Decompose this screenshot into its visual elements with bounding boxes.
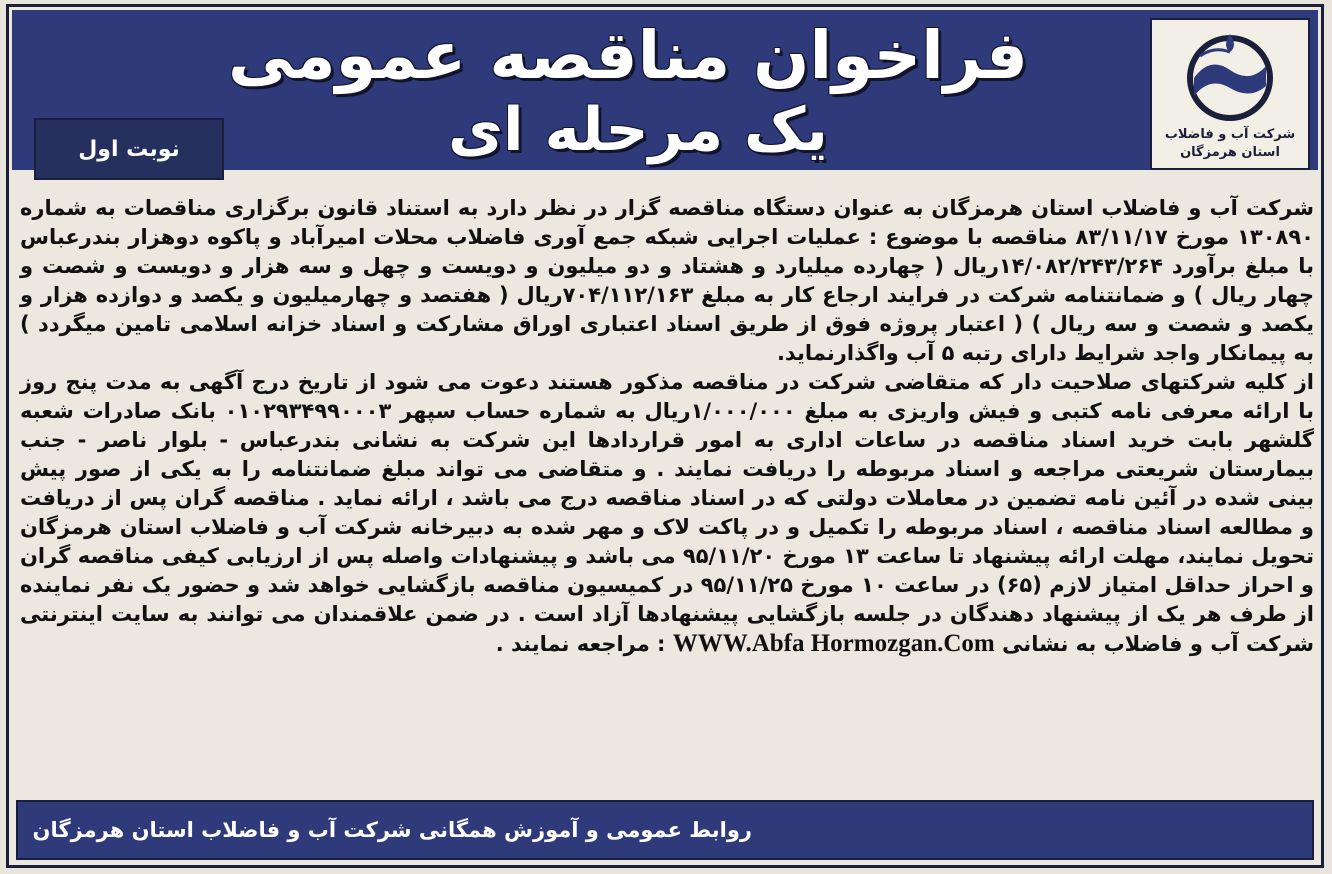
paragraph-2 [20,368,1314,659]
closing-text: : مراجعه نمایند . [495,632,666,656]
logo-org-name: شرکت آب و فاضلاب [1164,127,1296,142]
notice-header [12,10,1318,170]
website-link[interactable]: WWW.Abfa Hormozgan.Com [672,630,995,657]
water-drop-wave-logo-icon [1170,26,1290,126]
notice-body [20,194,1314,794]
paragraph-1: شرکت آب و فاضلاب استان هرمزگان به عنوان دستگاه مناقصه گزار در نظر دارد به استناد قانون برگزاری مناقصات به شماره ۱۳۰۸۹۰ مورخ ۸۳/۱۱/۱۷ مناقصه با موضوع : عملیات اجرایی شبکه جمع آوری فاضلاب محلات امیرآباد و پاکوه دوهزار بندرعباس با مبلغ برآورد ۱۴/۰۸۲/۲۴۳/۲۶۴ریال ( چهارده میلیارد و هشتاد و دو میلیون و دویست و چهل و سه هزار و دویست و شصت و چهار ریال ) و ضمانتنامه شرکت در فرایند ارجاع کار به مبلغ ۷۰۴/۱۱۲/۱۶۳ریال ( هفتصد و چهارمیلیون و یکصد و دوازده هزار و یکصد و شصت و سه ریال ) ( اعتبار پروژه فوق از طریق اسناد اعتباری اوراق مشارکت و اسناد خزانه اسلامی تامین میگردد ) به پیمانکار واجد شرایط دارای رتبه ۵ آب واگذارنماید. [20,196,1314,365]
notice-subtitle: یک مرحله ای [448,95,828,165]
notice-footer [16,800,1314,860]
company-logo [1150,18,1310,170]
logo-province: استان هرمزگان [1180,145,1280,160]
notice-title: فراخوان مناقصه عمومی [228,17,1028,94]
paragraph-2-text: از کلیه شرکتهای صلاحیت دار که متقاضی شرکت در مناقصه مذکور هستند دعوت می شود از تاریخ درج آگهی به مدت پنج روز با ارائه معرفی نامه کتبی و فیش واریزی به مبلغ ۱/۰۰۰/۰۰۰ریال به شماره حساب سپهر ۰۱۰۲۹۳۴۹۹۰۰۰۳ بانک صادرات شعبه گلشهر بابت خرید اسناد مناقصه در ساعات اداری به امور قراردادها این شرکت به نشانی بندرعباس - بلوار ناصر - جنب بیمارستان شریعتی مراجعه و اسناد مربوطه را دریافت نمایند . و متقاضی می تواند مبلغ ضمانتنامه را به یکی از صور پیش بینی شده در آئین نامه تضمین در معاملات دولتی که در اسناد مناقصه درج می باشد ، ارائه نماید . مناقصه گران پس از دریافت و مطالعه اسناد مناقصه ، اسناد مربوطه را تکمیل و در پاکت لاک و مهر شده به دبیرخانه شرکت آب و فاضلاب استان هرمزگان تحویل نمایند، مهلت ارائه پیشنهاد تا ساعت ۱۳ مورخ ۹۵/۱۱/۲۰ می باشد و پیشنهادات واصله پس از ارزیابی کیفی مناقصه گران و احراز حداقل امتیاز لازم (۶۵) در ساعت ۱۰ مورخ ۹۵/۱۱/۲۵ در کمیسیون مناقصه بازگشایی خواهد شد و حضور یک نفر نماینده از طرف هر یک از پیشنهاد دهندگان در جلسه بازگشایی پیشنهادها آزاد است . در ضمن علاقمندان می توانند به سایت اینترنتی شرکت آب و فاضلاب به نشانی [20,370,1314,656]
footer-text: روابط عمومی و آموزش همگانی شرکت آب و فاضلاب استان هرمزگان [32,818,752,842]
round-badge: نوبت اول [34,118,224,180]
